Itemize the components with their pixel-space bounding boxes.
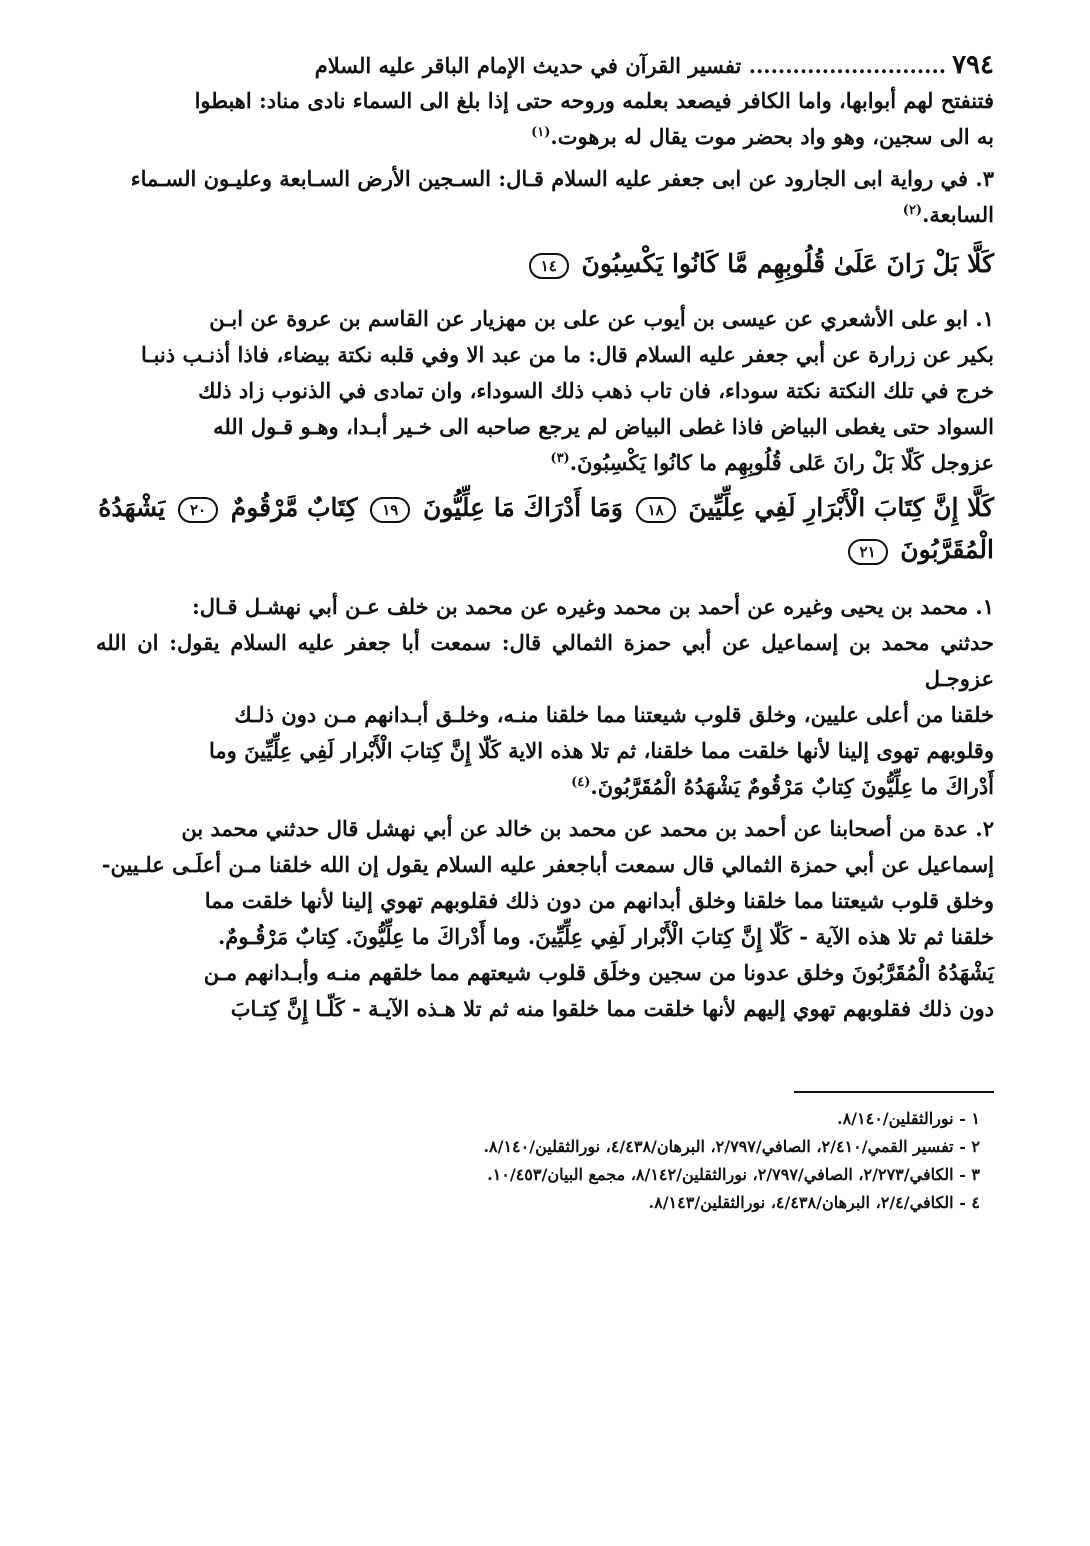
quran-verses-18-21 [96,487,994,571]
footnote-4: ٤ - الكافي/٢/٤، البرهان/٤/٤٣٨، نورالثقلين/٨/١٤٣. [648,1193,980,1212]
hadith-1-line-4: السواد حتى يغطى البياض فاذا غطى البياض لم يرجع صاحبه الى خـير أبـدا، وهـو قـول الله [213,414,994,439]
quran-verse-14 [96,243,994,285]
footnote-ref-1: (١) [531,125,551,140]
hadith-1-line-5-text: عزوجل كَلّا بَلْ رانَ عَلى قُلُوبِهِم ما كانُوا يَكْسِبُونَ. [569,450,994,475]
intro-line-2 [96,119,994,155]
header-title-wrap [96,49,946,83]
hadith-2-line-3: خلقنا من أعلى عليين، وخلق قلوب شيعتنا مما خلقنا منـه، وخلـق أبـدانهم مـن دون ذلـك [234,702,994,727]
hadith-2-line-1: ١. محمد بن يحيى وغيره عن أحمد بن محمد وغيره عن محمد بن خلف عـن أبي نهشـل قـال: [191,594,994,619]
footnote-ref-4: (٤) [571,775,591,790]
verse-20-text: كِتَابٌ مَّرْقُومٌ [230,493,358,522]
footnote-1: ١ - نورالثقلين/٨/١٤٠. [836,1109,980,1128]
verse-21-text: يَشْهَدُهُ الْمُقَرَّبُونَ [98,493,994,564]
footnote-2: ٢ - تفسير القمي/٢/٤١٠، الصافي/٢/٧٩٧، البرهان/٤/٤٣٨، نورالثقلين/٨/١٤٠. [483,1137,980,1156]
narration-3-line-2 [96,197,994,233]
intro-line-2-text: به الى سجين، وهو واد بحضر موت يقال له برهوت. [550,124,994,149]
footnote-3: ٣ - الكافي/٢/٢٧٣، الصافي/٢/٧٩٧، نورالثقلين/٨/١٤٢، مجمع البيان/١٠/٤٥٣. [487,1165,980,1184]
footnote-ref-3: (٣) [550,451,570,466]
verse-number-19: ١٩ [370,497,410,523]
verse-number-21: ٢١ [848,539,888,565]
hadith-3-line-4: خلقنا ثم تلا هذه الآية - كَلّا إِنَّ كِتابَ الْأَبْرار لَفِي عِلِّيِّينَ. وما أَدْراكَ ما عِلِّيُّونَ. كِتابٌ مَرْقُـومٌ. [218,924,994,949]
hadith-1 [96,301,994,481]
footnote-divider [794,1091,994,1093]
hadith-1-line-1: ١. ابو على الأشعري عن عيسى بن أيوب عن على بن مهزيار عن القاسم بن عروة عن ابـن [209,306,994,331]
header-title: تفسير القرآن في حديث الإمام الباقر عليه السلام [314,53,742,78]
footnote-ref-2: (٢) [902,203,923,218]
verse-number-20: ٢٠ [178,497,218,523]
header-dots: ........................... [748,53,947,78]
hadith-1-line-3: خرج في تلك النكتة نكتة سوداء، فان تاب ذهب ذلك السوداء، وان تمادى في الذنوب زاد ذلك [198,378,994,403]
hadith-2-line-2: حدثني محمد بن إسماعيل عن أبي حمزة الثمالي قال: سمعت أبا جعفر عليه السلام يقول: ان الله عزوجـل [96,630,994,691]
hadith-3-line-6: دون ذلك فقلوبهم تهوي إليهم لأنها خلقت مما خلقوا منه ثم تلا هـذه الآيـة - كَلّـا إِنَّ كِتـابَ [230,996,994,1021]
hadith-1-line-5 [96,445,994,481]
hadith-3-line-5: يَشْهَدُهُ الْمُقَرَّبُونَ وخلق عدونا من سجين وخلَق قلوب شيعتهم مما خلقهم منـه وأبـدانهم مـن [203,960,994,985]
hadith-2-line-5 [96,769,994,805]
verse-19-text: وَمَا أَدْرَاكَ مَا عِلِّيُّونَ [423,493,623,522]
narration-3 [96,161,994,233]
hadith-1-line-2: بكير عن زرارة عن أبي جعفر عليه السلام قال: ما من عبد الا وفي قلبه نكتة بيضاء، فاذا أذنـب ذنبـا [141,342,994,367]
hadith-2-line-4: وقلوبهم تهوى إلينا لأنها خلقت مما خلقنا، ثم تلا هذه الاية كَلّا إِنَّ كِتابَ الْأَبْرار لَفِي عِلِّيِّينَ وما [209,738,994,763]
verse-number-18: ١٨ [636,497,676,523]
page-number: ٧٩٤ [952,50,994,80]
verse-18-text: كَلَّا إِنَّ كِتَابَ الْأَبْرَارِ لَفِي عِلِّيِّينَ [688,493,994,522]
hadith-3-line-1: ٢. عدة من أصحابنا عن أحمد بن محمد عن محمد بن خالد عن أبي نهشل قال حدثني محمد بن [181,816,994,841]
hadith-3 [96,811,994,1027]
hadith-3-line-3: وخلق قلوب شيعتنا مما خلقنا وخلق أبدانهم من دون ذلك فقلوبهم تهوي إلينا لأنها خلقت مما [204,888,994,913]
verse-number-14: ١٤ [529,253,569,279]
running-header [96,48,994,83]
hadith-2-line-5-text: أَدْراكَ ما عِلِّيُّونَ كِتابٌ مَرْقُومٌ يَشْهَدُهُ الْمُقَرَّبُونَ. [590,774,994,799]
verse-14-text: كَلَّا بَلْ رَانَ عَلَىٰ قُلُوبِهِم مَّا كَانُوا يَكْسِبُونَ [581,249,994,278]
narration-3-line-1: ٣. في رواية ابى الجارود عن ابى جعفر عليه السلام قـال: السـجين الأرض السـابعة وعليـون السـماء [130,166,994,191]
narration-3-line-2-text: السابعة. [922,202,994,227]
hadith-3-line-2: إسماعيل عن أبي حمزة الثمالي قال سمعت أباجعفر عليه السلام يقول إن الله خلقنا مـن أعلَـى علـيين- [101,852,994,877]
intro-line-1: فتنفتح لهم أبوابها، واما الكافر فيصعد بعلمه وروحه حتى إذا بلغ الى السماء نادى مناد: اهبطوا [194,88,994,113]
intro-paragraph [96,83,994,155]
footnotes [96,1105,994,1217]
hadith-2 [96,589,994,805]
